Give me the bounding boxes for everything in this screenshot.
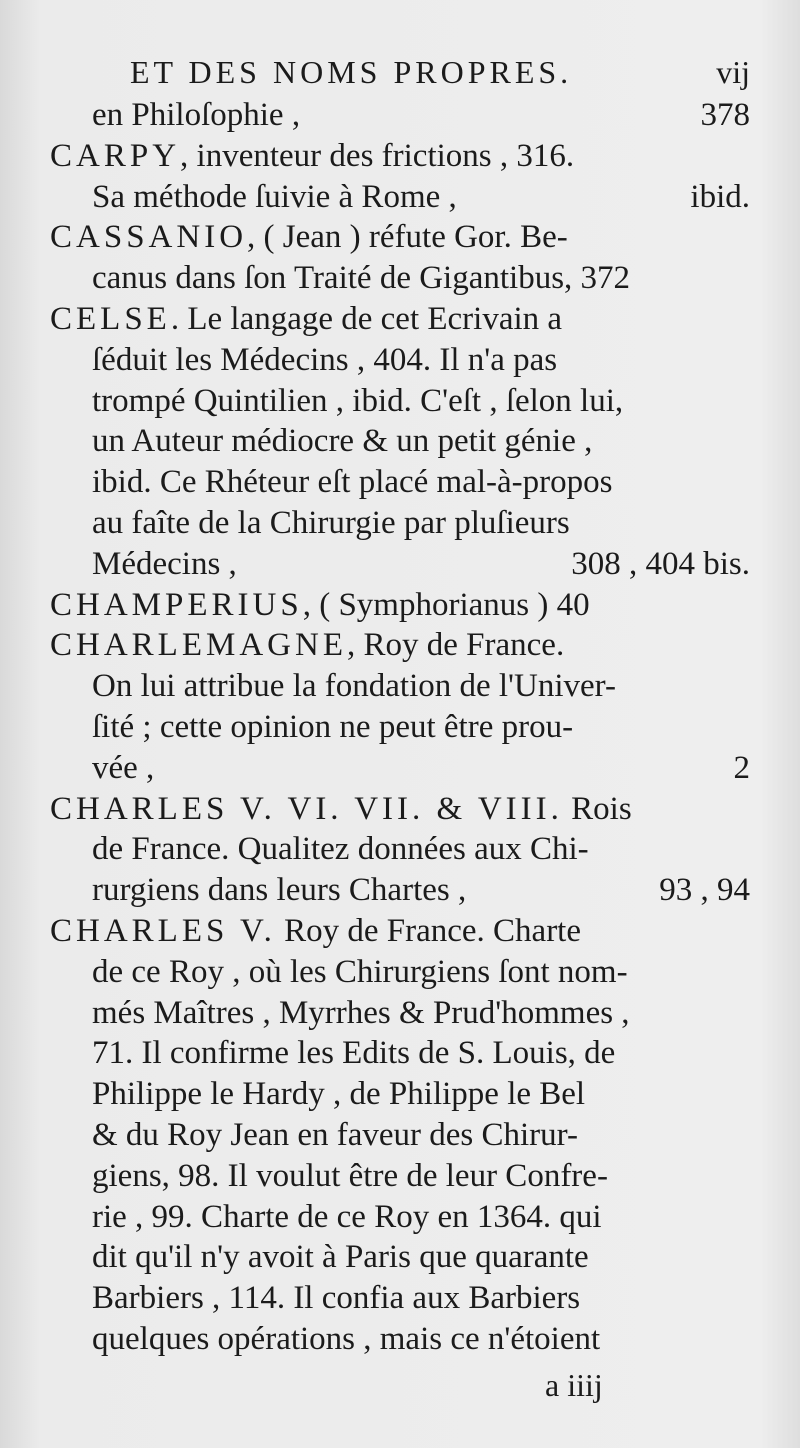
entry-name: CARPY xyxy=(50,137,181,174)
index-entry-heading-line xyxy=(50,299,750,340)
index-entry-line xyxy=(50,1319,750,1360)
index-entry-heading-line xyxy=(50,136,750,177)
index-entry-line xyxy=(50,1278,750,1319)
index-entry-line xyxy=(50,544,750,585)
index-entry-line xyxy=(50,421,750,462)
entry-text: vée , xyxy=(92,749,155,786)
running-header xyxy=(130,50,750,94)
index-entry-line xyxy=(50,870,750,911)
index-entry-line xyxy=(50,340,750,381)
entry-name: CASSANIO xyxy=(50,219,248,256)
index-entry-line xyxy=(50,829,750,870)
entry-text: de ce Roy , où les Chirurgiens ſont nom- xyxy=(92,953,628,990)
index-entry-heading-line xyxy=(50,911,750,952)
entry-text: giens, 98. Il voulut être de leur Confre- xyxy=(92,1157,608,1194)
page-reference: 378 xyxy=(700,97,750,133)
entry-text: rie , 99. Charte de ce Roy en 1364. qui xyxy=(92,1198,602,1235)
index-entry-line xyxy=(50,258,750,299)
index-entry-heading-line xyxy=(50,789,750,830)
index-entry-line xyxy=(50,1115,750,1156)
index-entry-line xyxy=(50,1197,750,1238)
index-entry-line xyxy=(50,1237,750,1278)
entry-text: Rois xyxy=(562,790,632,827)
index-entry-line xyxy=(50,1074,750,1115)
index-entry-line xyxy=(50,462,750,503)
entry-text: rurgiens dans leurs Chartes , xyxy=(92,872,467,909)
entry-text: dit qu'il n'y avoit à Paris que quarante xyxy=(92,1239,589,1276)
index-entry-line xyxy=(50,503,750,544)
entry-name: CHAMPERIUS xyxy=(50,586,303,623)
index-entry-line xyxy=(50,993,750,1034)
entry-text: On lui attribue la fondation de l'Univer- xyxy=(92,668,616,705)
entry-text: Médecins , xyxy=(92,545,237,582)
entry-text: , ( Jean ) réfute Gor. Be- xyxy=(247,219,568,256)
entry-text: en Philoſophie , xyxy=(92,97,301,133)
index-entry-heading-line xyxy=(50,217,750,258)
index-entry-line xyxy=(50,707,750,748)
entry-text: , ( Symphorianus ) 40 xyxy=(302,586,590,623)
page-reference: 2 xyxy=(733,749,750,786)
entry-text: un Auteur médiocre & un petit génie , xyxy=(92,423,593,460)
entry-text: de France. Qualitez données aux Chi- xyxy=(92,831,589,868)
entry-text: ibid. Ce Rhéteur eſt placé mal-à-propos xyxy=(92,464,613,501)
entry-name: CHARLES V. xyxy=(50,912,276,949)
entry-text: Sa méthode ſuivie à Rome , xyxy=(92,178,457,215)
entry-text: ſéduit les Médecins , 404. Il n'a pas xyxy=(92,341,558,378)
index-entry-heading-line xyxy=(50,585,750,626)
entry-text: més Maîtres , Myrrhes & Prud'hommes , xyxy=(92,994,630,1031)
page-reference: 308 , 404 bis. xyxy=(571,545,750,582)
index-entry-line xyxy=(50,381,750,422)
entry-text: , Roy de France. xyxy=(347,627,565,664)
index-entry-line xyxy=(50,1156,750,1197)
entry-text: canus dans ſon Traité de Gigantibus, 372 xyxy=(92,260,631,297)
page-reference: ibid. xyxy=(690,178,750,215)
entry-text: quelques opérations , mais ce n'étoient xyxy=(92,1320,601,1357)
entry-name: CHARLES V. VI. VII. & VIII. xyxy=(50,790,563,827)
entry-text: . Le langage de cet Ecrivain a xyxy=(170,300,563,337)
entry-text: au faîte de la Chirurgie par pluſieurs xyxy=(92,504,570,541)
entry-text: & du Roy Jean en faveur des Chirur- xyxy=(92,1116,578,1153)
index-entry-line xyxy=(50,666,750,707)
entry-text: , inventeur des frictions , 316. xyxy=(180,137,575,174)
page-reference: 93 , 94 xyxy=(659,872,750,909)
index-entries xyxy=(50,95,750,1360)
entry-name: CHARLEMAGNE xyxy=(50,627,347,664)
entry-text: 71. Il confirme les Edits de S. Louis, de xyxy=(92,1035,616,1072)
index-entry-line xyxy=(50,177,750,218)
entry-text: ſité ; cette opinion ne peut être prou- xyxy=(92,708,574,745)
index-entry-line xyxy=(50,748,750,789)
index-entry-line xyxy=(50,95,750,136)
entry-text: Philippe le Hardy , de Philippe le Bel xyxy=(92,1076,586,1113)
entry-text: Roy de France. Charte xyxy=(275,912,581,949)
index-entry-heading-line xyxy=(50,625,750,666)
index-entry-line xyxy=(50,952,750,993)
catchword: a iiij xyxy=(545,1367,603,1403)
entry-text: Barbiers , 114. Il confia aux Barbiers xyxy=(92,1280,581,1317)
entry-name: CELSE xyxy=(50,300,171,337)
entry-text: trompé Quintilien , ibid. C'eſt , ſelon lui, xyxy=(92,382,624,419)
header-title: ET DES NOMS PROPRES. xyxy=(130,54,573,90)
index-entry-line xyxy=(50,1033,750,1074)
page-folio: vij xyxy=(716,54,750,90)
